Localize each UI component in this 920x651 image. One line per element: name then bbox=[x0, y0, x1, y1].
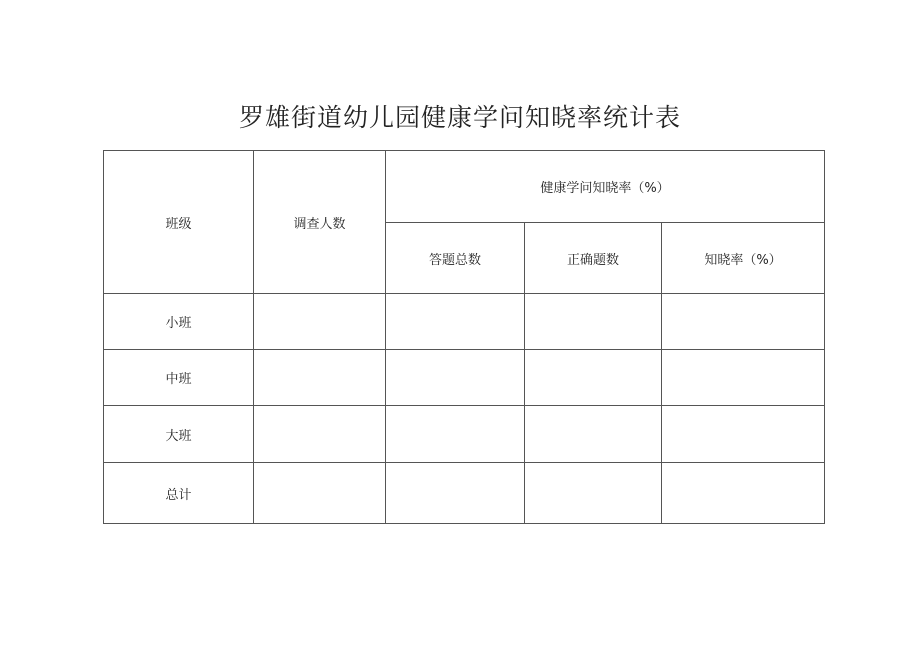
table-header-row bbox=[104, 151, 825, 223]
header-surveyed: 调查人数 bbox=[254, 151, 386, 294]
cell-surveyed bbox=[254, 406, 386, 463]
cell-total-questions bbox=[386, 406, 525, 463]
header-correct: 正确题数 bbox=[525, 223, 662, 294]
cell-total-questions bbox=[386, 350, 525, 406]
cell-rate bbox=[662, 463, 825, 524]
cell-correct bbox=[525, 463, 662, 524]
cell-total-questions bbox=[386, 294, 525, 350]
header-class: 班级 bbox=[104, 151, 254, 294]
page-title: 罗雄街道幼儿园健康学问知晓率统计表 bbox=[238, 103, 681, 132]
cell-surveyed bbox=[254, 294, 386, 350]
cell-correct bbox=[525, 406, 662, 463]
cell-rate bbox=[662, 350, 825, 406]
cell-correct bbox=[525, 350, 662, 406]
cell-correct bbox=[525, 294, 662, 350]
cell-surveyed bbox=[254, 463, 386, 524]
row-class-label: 中班 bbox=[104, 350, 254, 406]
statistics-table bbox=[103, 150, 825, 524]
table-row bbox=[104, 463, 825, 524]
table-row bbox=[104, 294, 825, 350]
cell-rate bbox=[662, 294, 825, 350]
table-row bbox=[104, 350, 825, 406]
header-rate: 知晓率（%） bbox=[662, 223, 825, 294]
cell-rate bbox=[662, 406, 825, 463]
header-awareness-group: 健康学问知晓率（%） bbox=[386, 151, 825, 223]
row-class-label: 大班 bbox=[104, 406, 254, 463]
header-total-questions: 答题总数 bbox=[386, 223, 525, 294]
row-class-label: 总计 bbox=[104, 463, 254, 524]
cell-total-questions bbox=[386, 463, 525, 524]
table-row bbox=[104, 406, 825, 463]
row-class-label: 小班 bbox=[104, 294, 254, 350]
cell-surveyed bbox=[254, 350, 386, 406]
